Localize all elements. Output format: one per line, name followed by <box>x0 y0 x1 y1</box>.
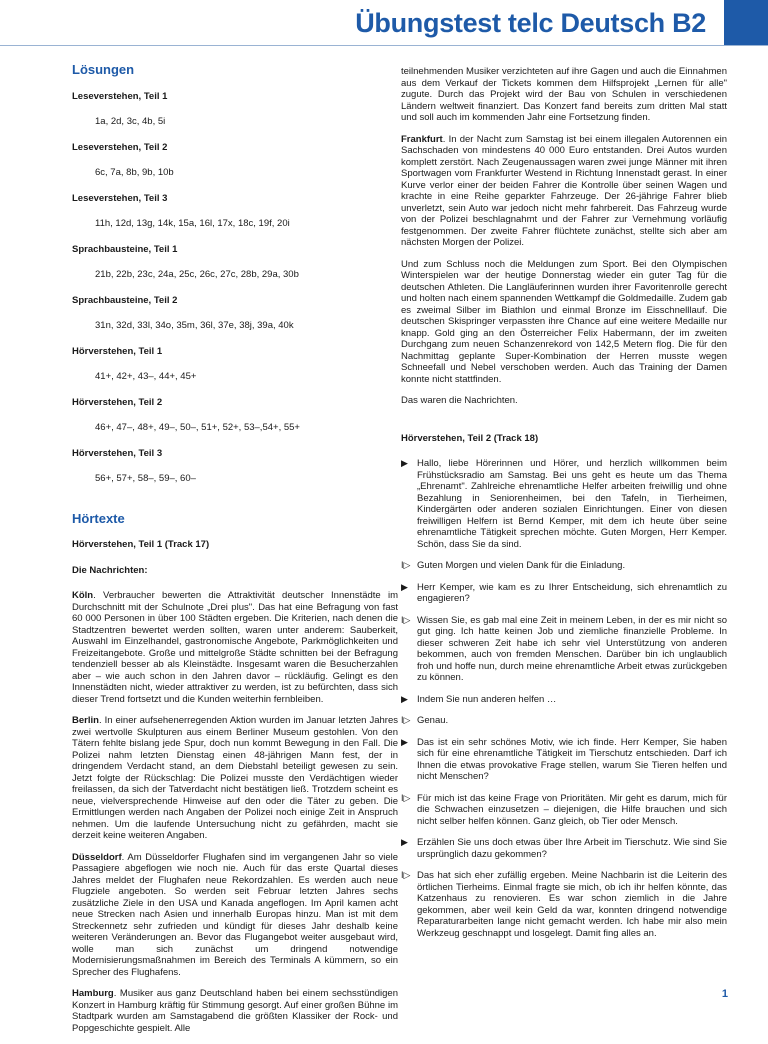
solution-answers: 6c, 7a, 8b, 9b, 10b <box>95 167 174 178</box>
news-city: Hamburg <box>72 988 114 999</box>
news-city: Frankfurt <box>401 133 443 145</box>
header-divider <box>0 45 768 46</box>
guest-arrow-icon: I▷ <box>401 560 411 570</box>
dialogue-text: Hallo, liebe Hörerinnen und Hörer, und herzlich willkommen beim Frühstücksradio am Samstag. Bei uns geht es heute um das Thema „Ehrenamt". Zahlreiche ehrenamtliche Helfer arbeiten freiwillig und ohne Bezahlung in Seniorenheimen, bei den Tafeln, in Tierheimen, Kindergärten oder anderen sozialen Einrichtungen. Einer von diesen freiwilligen Helfern ist Bernd Kemper, mit dem ich heute über seine ehrenamtliche Tätigkeit sprechen möchte. Guten Morgen, Herr Kemper. Schön, dass Sie da sind. <box>417 458 727 550</box>
solution-label: Hörverstehen, Teil 3 <box>72 447 163 459</box>
news-item <box>72 590 398 705</box>
dialogue-line <box>401 458 727 550</box>
page-number: 1 <box>721 988 728 1000</box>
moderator-arrow-icon: ▶ <box>401 736 408 747</box>
news-text: . In einer aufsehenerregenden Aktion wurden im Januar letzten Jahres zwei wertvolle Skulpturen aus einem Berliner Museum gestohlen. Von den Tätern fehlte bislang jede Spur, doch nun kommt Bewegung in den Fall. Die Polizei nahm letzten Dienstag einen 48-jährigen Mann fest, der in dringendem Verdacht stand, an dem Diebstahl beteiligt gewesen zu sein. Jetzt folgte der Rückschlag: Die Polizei musste den Verdächtigen wieder freilassen, da sich der Tatverdacht nicht bestätigen ließ. Trotzdem scheint es neue, vielversprechende Hinweise auf den oder die Täter zu geben. Die Ermittlungen werden nach Angaben der Polizei noch einige Zeit in Anspruch nehmen. Um die laufende Untersuchung nicht zu gefährden, macht sie derzeit keine weiteren Angaben. <box>72 715 398 841</box>
news-text: . Verbraucher bewerten die Attraktivität deutscher Innenstädte im Durchschnitt mit der Schulnote „Drei plus". Das hat eine Befragung von fast 60 000 Personen in über 100 Städten ergeben. Die Kriterien, nach denen die Stadtzentren bewertet werden sollten, waren unter anderem: Sauberkeit, Auswahl im Einzelhandel, gastronomische Angebote, Parkmöglichkeiten und Freizeitangebote. Große und mittelgroße Städte schnitten bei der Befragung tendenziell besser ab als Kleinstädte. Insgesamt waren die Besucherzahlen aber – wie auch schon in den Jahren davor – rückläufig. Gelingt es den Innenstädten nicht, wieder attraktiver zu werden, ist zu befürchten, dass sich dieser Trend fortsetzt und die Kunden weiterhin fernbleiben. <box>72 590 398 705</box>
dialogue-text: Erzählen Sie uns doch etwas über Ihre Arbeit im Tierschutz. Wie sind Sie ursprünglich dazu gekommen? <box>417 837 727 860</box>
dialogue-text: Das ist ein sehr schönes Motiv, wie ich finde. Herr Kemper, Sie haben sich für eine ehrenamtliche Tätigkeit im Tierschutz entschieden. Darf ich Ihnen die etwas provokative Frage stellen, warum Sie Tieren helfen und nicht Menschen? <box>417 736 727 782</box>
dialogue-line <box>401 870 727 939</box>
dialogue-line <box>401 560 727 572</box>
hoertexte-heading: Hörtexte <box>72 510 125 526</box>
news-right <box>401 66 727 385</box>
guest-arrow-icon: I▷ <box>401 614 411 625</box>
dialogue-text: Genau. <box>417 715 449 726</box>
dialogue-text: Für mich ist das keine Frage von Prioritäten. Mir geht es darum, mich für die Schwachen einzusetzen – diejenigen, die Hilfe brauchen und sich nicht selber helfen können. Ganz gleich, ob Tier oder Mensch. <box>417 792 727 827</box>
news-city: Düsseldorf <box>72 851 122 863</box>
news-intro: Die Nachrichten: <box>72 564 148 576</box>
solutions-heading: Lösungen <box>72 62 135 77</box>
solution-answers: 11h, 12d, 13g, 14k, 15a, 16l, 17x, 18c, 19f, 20i <box>95 218 290 229</box>
solution-label: Hörverstehen, Teil 2 <box>72 396 163 408</box>
solution-answers: 1a, 2d, 3c, 4b, 5i <box>95 116 166 127</box>
solutions-list <box>72 91 398 485</box>
solution-label: Leseverstehen, Teil 2 <box>72 141 168 153</box>
left-column <box>72 64 398 1044</box>
right-column <box>401 66 727 949</box>
news-item <box>72 852 398 979</box>
guest-arrow-icon: I▷ <box>401 870 411 880</box>
moderator-arrow-icon: ▶ <box>401 458 408 468</box>
solution-answers: 46+, 47–, 48+, 49–, 50–, 51+, 52+, 53–,54+, 55+ <box>95 422 300 433</box>
solution-label: Sprachbausteine, Teil 1 <box>72 243 178 255</box>
dialogue-line <box>401 837 727 860</box>
news-text-continued: teilnehmenden Musiker verzichteten auf ihre Gagen und auch die Einnahmen aus dem Verkauf der Tickets kommen dem Hilfsprojekt „Lernen für alle" zugute. Durch das Projekt wird der Bau von Schulen in verschiedenen Ländern weltweit finanziert. Das Konzert fand bereits zum dritten Mal statt und soll auch im kommenden Jahr eine Fortsetzung finden. <box>401 66 727 123</box>
part1-title: Hörverstehen, Teil 1 (Track 17) <box>72 539 210 550</box>
dialogue <box>401 458 727 939</box>
dialogue-text: Guten Morgen und vielen Dank für die Einladung. <box>417 560 626 571</box>
dialogue-line <box>401 582 727 605</box>
solution-label: Leseverstehen, Teil 3 <box>72 192 168 204</box>
solution-label: Hörverstehen, Teil 1 <box>72 345 163 357</box>
dialogue-line <box>401 694 727 706</box>
solution-label: Sprachbausteine, Teil 2 <box>72 294 178 306</box>
part2-title: Hörverstehen, Teil 2 (Track 18) <box>401 432 539 444</box>
news-text: Und zum Schluss noch die Meldungen zum Sport. Bei den Olympischen Winterspielen war der heutige Donnerstag wieder ein guter Tag für die deutschen Athleten. Die Langläuferinnen wurden ihrer Favoritenrolle gerecht und holten nach einem spannenden Wettkampf die Goldmedaille. Zudem gab es zweimal Silber im Biathlon und einmal Bronze im Eisschnelllauf. Die deutschen Skispringer verpassten ihre Chance auf eine weitere Medaille nur knapp. Gold ging an den Österreicher Felix Habermann, der im zweiten Durchgang zum neuen Schanzenrekord von 142,5 Metern flog. Die für den Nachmittag geplante Super-Kombination der Herren musste wegen Schneefall und Nebel verschoben werden. Auch das Training der Damen konnte nicht stattfinden. <box>401 258 727 385</box>
header-tab <box>724 0 768 46</box>
guest-arrow-icon: I▷ <box>401 792 411 803</box>
news-city: Köln <box>72 590 94 601</box>
news-text: . Musiker aus ganz Deutschland haben bei einem sechsstündigen Konzert in Hamburg kräftig für Stimmung gesorgt. Auf einer großen Bühne im Stadtpark wurden am Samstagabend die größten Klassiker der Rock- und Popgeschichte gespielt. Alle <box>72 988 398 1034</box>
news-item <box>72 715 398 842</box>
moderator-arrow-icon: ▶ <box>401 837 408 847</box>
dialogue-line <box>401 615 727 684</box>
solution-answers: 31n, 32d, 33l, 34o, 35m, 36l, 37e, 38j, 39a, 40k <box>95 320 294 331</box>
news-left <box>72 590 398 1034</box>
solution-answers: 56+, 57+, 58–, 59–, 60– <box>95 473 196 484</box>
moderator-arrow-icon: ▶ <box>401 693 408 704</box>
solution-answers: 41+, 42+, 43–, 44+, 45+ <box>95 371 197 382</box>
news-item <box>401 259 727 386</box>
news-item <box>401 134 727 249</box>
dialogue-line <box>401 715 727 727</box>
dialogue-text: Das hat sich eher zufällig ergeben. Meine Nachbarin ist die Leiterin des örtlichen Tierheims. Einmal fragte sie mich, ob ich ihr helfen könnte, das Katzenhaus zu renovieren. Es war schon ziemlich in die Jahre gekommen, aber weil kein Geld da war, konnten dringend notwendige Reparaturarbeiten lange nicht gemacht werden. Ich habe mir also mein Werkzeug geschnappt und losgelegt. Damit fing alles an. <box>417 870 727 939</box>
dialogue-line <box>401 737 727 783</box>
news-text: . In der Nacht zum Samstag ist bei einem illegalen Autorennen ein Sachschaden von mindestens 40 000 Euro entstanden. Drei Autos wurden komplett zerstört. Nach Zeugenaussagen waren zwei junge Männer mit ihren Sportwagen vom Frankfurter Westend in Richtung Innenstadt gerast. In einer Kurve verlor einer der beiden Fahrer die Kontrolle über seinen Wagen und krachte in eine Reihe geparkter Fahrzeuge. Der 26-jährige Fahrer blieb unverletzt, sein Auto war jedoch nicht mehr fahrbereit. Das Fahrzeug wurde von der Polizei beschlagnahmt und der Fahrer zur Vernehmung vorläufig festgenommen. Der zweite Fahrer flüchtete zunächst, stellte sich aber am nächsten Morgen der Polizei. <box>401 133 727 248</box>
dialogue-text: Wissen Sie, es gab mal eine Zeit in meinem Leben, in der es mir nicht so gut ging. Ich hatte keinen Job und ziemliche finanzielle Probleme. In dieser schweren Zeit habe ich sehr viel Unterstützung von anderen bekommen, auch von fremden Menschen. Darüber bin ich unglaublich froh und hoffe nun, durch meine ehrenamtliche Arbeit etwas zurückgeben zu können. <box>417 614 727 683</box>
page-title: Übungstest telc Deutsch B2 <box>355 8 706 38</box>
dialogue-text: Indem Sie nun anderen helfen … <box>417 693 557 705</box>
news-text: . Am Düsseldorfer Flughafen sind im vergangenen Jahr so viele Passagiere abgeflogen wie noch nie. Auch für das erste Quartal dieses Jahres meldet der Flughafen neue Rekordzahlen. Es werden auch neue Flugziele angeboten. So werden seit Februar letzten Jahres sechs zusätzliche Ziele in den USA und Kanada angeflogen. Im April kamen acht neue Strecken nach Asien und innerhalb Europas hinzu. Man ist mit dem Streckennetz sehr zufrieden und kündigt für dieses Jahr deshalb keine weiteren Veränderungen an. Bevor das Flugangebot weiter ausgebaut wird, wolle man sich zunächst um dringend notwendige Modernisierungsmaßnahmen im Bereich des Terminals A kümmern, so ein Sprecher des Flughafens. <box>72 851 398 978</box>
moderator-arrow-icon: ▶ <box>401 581 408 592</box>
dialogue-line <box>401 793 727 828</box>
dialogue-text: Herr Kemper, wie kam es zu Ihrer Entscheidung, sich ehrenamtlich zu engagieren? <box>417 581 727 604</box>
solution-answers: 21b, 22b, 23c, 24a, 25c, 26c, 27c, 28b, 29a, 30b <box>95 269 299 280</box>
guest-arrow-icon: I▷ <box>401 715 411 725</box>
news-item <box>72 988 398 1034</box>
news-city: Berlin <box>72 715 99 726</box>
news-closing: Das waren die Nachrichten. <box>401 395 518 406</box>
solution-label: Leseverstehen, Teil 1 <box>72 90 168 102</box>
